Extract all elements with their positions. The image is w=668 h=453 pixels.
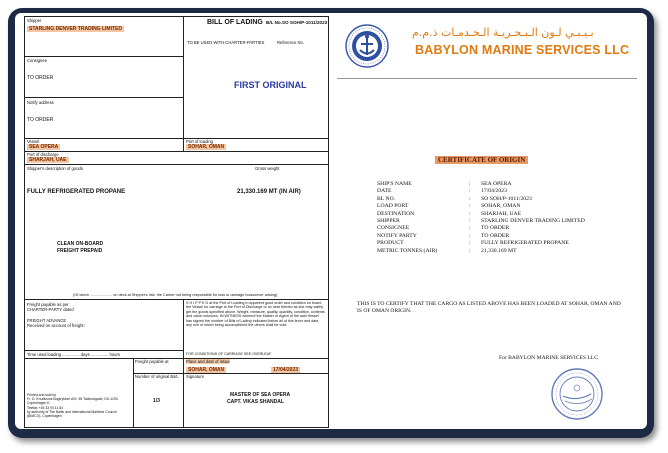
field-label: DATE xyxy=(377,188,392,195)
certificate-title: CERTIFICATE OF ORIGIN xyxy=(435,156,528,164)
field-row xyxy=(377,240,627,247)
field-row xyxy=(377,188,627,195)
document-sheet xyxy=(15,13,647,429)
time-used-loading: Time used loading ............... days ............... hours xyxy=(27,352,120,357)
field-separator: : xyxy=(469,232,471,239)
company-stamp xyxy=(549,366,605,422)
field-row xyxy=(377,196,627,203)
field-value: FULLY REFRIGERATED PROPANE xyxy=(481,240,569,247)
vessel-value: SEA OPERA xyxy=(29,144,59,150)
field-value: SOHAR, OMAN xyxy=(481,203,521,210)
freight-payable-at: Freight payable at xyxy=(135,359,169,364)
field-value: 17/04/2023 xyxy=(481,188,507,195)
date-issue-value: 17/04/2023 xyxy=(273,367,299,373)
gross-weight-label: Gross weight xyxy=(255,166,280,171)
field-row xyxy=(377,225,627,232)
signature-label: Signature xyxy=(186,374,204,379)
field-value: SEA OPERA xyxy=(481,181,512,187)
place-issue-value: SOHAR, OMAN xyxy=(188,367,225,373)
field-value: TO ORDER xyxy=(481,232,510,239)
port-discharge-label: Port of discharge xyxy=(27,152,59,157)
port-loading-label: Port of loading xyxy=(186,139,214,144)
bol-title: BILL OF LADING xyxy=(207,19,263,26)
charter-party-dated: CHARTER-PARTY dated xyxy=(27,307,74,312)
field-separator: : xyxy=(469,181,471,187)
shipped-clause: S H I P P E D at the Port of Loading in apparent good order and condition on board the Vessel for carriage to the Port of Discharge or so near thereto as she may safely get the goods specified above. Weight, measure, quality, quantity, condition, contents and value unknown. IN WITNESS whereof the Master or Agent of the said Vessel has signed the number of Bills of Lading indicated below all of this tenor and date, any one of which being accomplished the others shall be void. xyxy=(186,301,325,328)
consignee-value: TO ORDER xyxy=(27,75,54,81)
weight-value: 21,330.169 MT (IN AIR) xyxy=(237,189,301,195)
printer-note: Printed and sold by Fr. G. Knudtzons Bogtrykkeri A/S, 55 Toldbodgade, DK-1253 Copenhagen K. Telefax +45 33 93 11 84 by authority of The Baltic and International Maritime Council (BIMCO), Copenhagen xyxy=(27,393,118,419)
field-label: LOAD PORT xyxy=(377,203,409,210)
field-value: TO ORDER xyxy=(481,225,510,232)
field-label: DESTINATION xyxy=(377,210,415,217)
field-label: METRIC TONNES (AIR) xyxy=(377,247,438,254)
deck-note: (Of which ..................... on deck at Shipper's risk; the Carrier not being responsible for loss or damage howsoever arising) xyxy=(73,293,278,297)
certification-statement: THIS IS TO CERTIFY THAT THE CARGO AS LISTED ABOVE HAS BEEN LOADED AT SOHAR, OMAN AND IS OF OMAN ORIGIN. xyxy=(357,301,621,314)
field-label: BL NO. xyxy=(377,195,396,202)
field-label: NOTIFY PARTY xyxy=(377,232,417,239)
goods-value: FULLY REFRIGERATED PROPANE xyxy=(27,189,126,195)
notify-value: TO ORDER xyxy=(27,117,54,123)
field-value: SHARJAH, UAE xyxy=(481,210,522,217)
certificate-fields xyxy=(377,181,627,255)
master-line: MASTER OF SEA OPERA xyxy=(230,392,291,398)
field-separator: : xyxy=(469,210,471,217)
field-row xyxy=(377,248,627,255)
field-separator: : xyxy=(469,240,471,247)
conditions-note: FOR CONDITIONS OF CARRIAGE SEE OVERLEAF xyxy=(186,352,272,356)
field-label: PRODUCT xyxy=(377,240,404,247)
signoff: For BABYLON MARINE SERVICES LLC xyxy=(499,355,599,361)
field-separator: : xyxy=(469,195,471,202)
field-label: CONSIGNEE xyxy=(377,225,410,232)
company-name: BABYLON MARINE SERVICES LLC xyxy=(415,43,630,57)
shipper-value: STARLING DENVER TRADING LIMITED xyxy=(29,26,122,32)
field-row xyxy=(377,218,627,225)
received-on-account: Received on account of freight: xyxy=(27,323,85,328)
field-separator: : xyxy=(469,247,471,254)
field-row xyxy=(377,203,627,210)
bill-of-lading xyxy=(24,16,329,428)
charter-note: TO BE USED WITH CHARTER-PARTIES xyxy=(187,40,265,45)
freight-prepaid: FREIGHT PREPAID xyxy=(57,248,103,254)
field-separator: : xyxy=(469,218,471,225)
goods-desc-label: Shipper's description of goods xyxy=(27,166,83,171)
bl-number: B/L No.SO SOH/P-1011/2023 xyxy=(266,20,328,25)
field-row xyxy=(377,181,627,188)
port-loading-value: SOHAR, OMAN xyxy=(188,144,225,150)
first-original-label: FIRST ORIGINAL xyxy=(234,80,307,90)
freight-payable-note: Freight payable as per xyxy=(27,302,69,307)
vessel-label: Vessel xyxy=(27,139,40,144)
certificate-of-origin xyxy=(337,16,637,426)
place-date-issue-label: Place and date of issue xyxy=(186,359,230,364)
field-label: SHIPPER xyxy=(377,218,400,225)
field-row xyxy=(377,211,627,218)
notify-label: Notify address xyxy=(27,100,54,105)
consignee-label: Consignee xyxy=(27,58,48,63)
field-value: 21,330.169 MT xyxy=(481,247,517,254)
field-separator: : xyxy=(469,188,471,195)
header-divider xyxy=(337,78,637,79)
clean-onboard: CLEAN ON-BOARD xyxy=(57,241,104,247)
field-value: STARLING DENVER TRADING LIMITED xyxy=(481,218,585,225)
field-label: SHIP'S NAME xyxy=(377,181,412,187)
arabic-company-name: بـيـبـي لـون الـبـحـريـة الـخـدمـات ذ.م.م xyxy=(412,26,594,39)
reference-no: Reference No. xyxy=(277,40,304,45)
port-discharge-value: SHARJAH, UAE xyxy=(29,157,67,163)
captain-line: CAPT. VIKAS SHANDAL xyxy=(227,399,284,405)
shipper-label: Shipper xyxy=(27,18,42,23)
num-originals-value: 1/3 xyxy=(153,398,160,404)
company-logo xyxy=(345,24,389,68)
freight-advance: FREIGHT ADVANCE xyxy=(27,318,67,323)
field-row xyxy=(377,233,627,240)
field-value: SO SOH/P-1011/2023 xyxy=(481,195,532,202)
field-separator: : xyxy=(469,225,471,232)
num-originals-label: Number of original Bs/L xyxy=(135,374,179,379)
field-separator: : xyxy=(469,203,471,210)
